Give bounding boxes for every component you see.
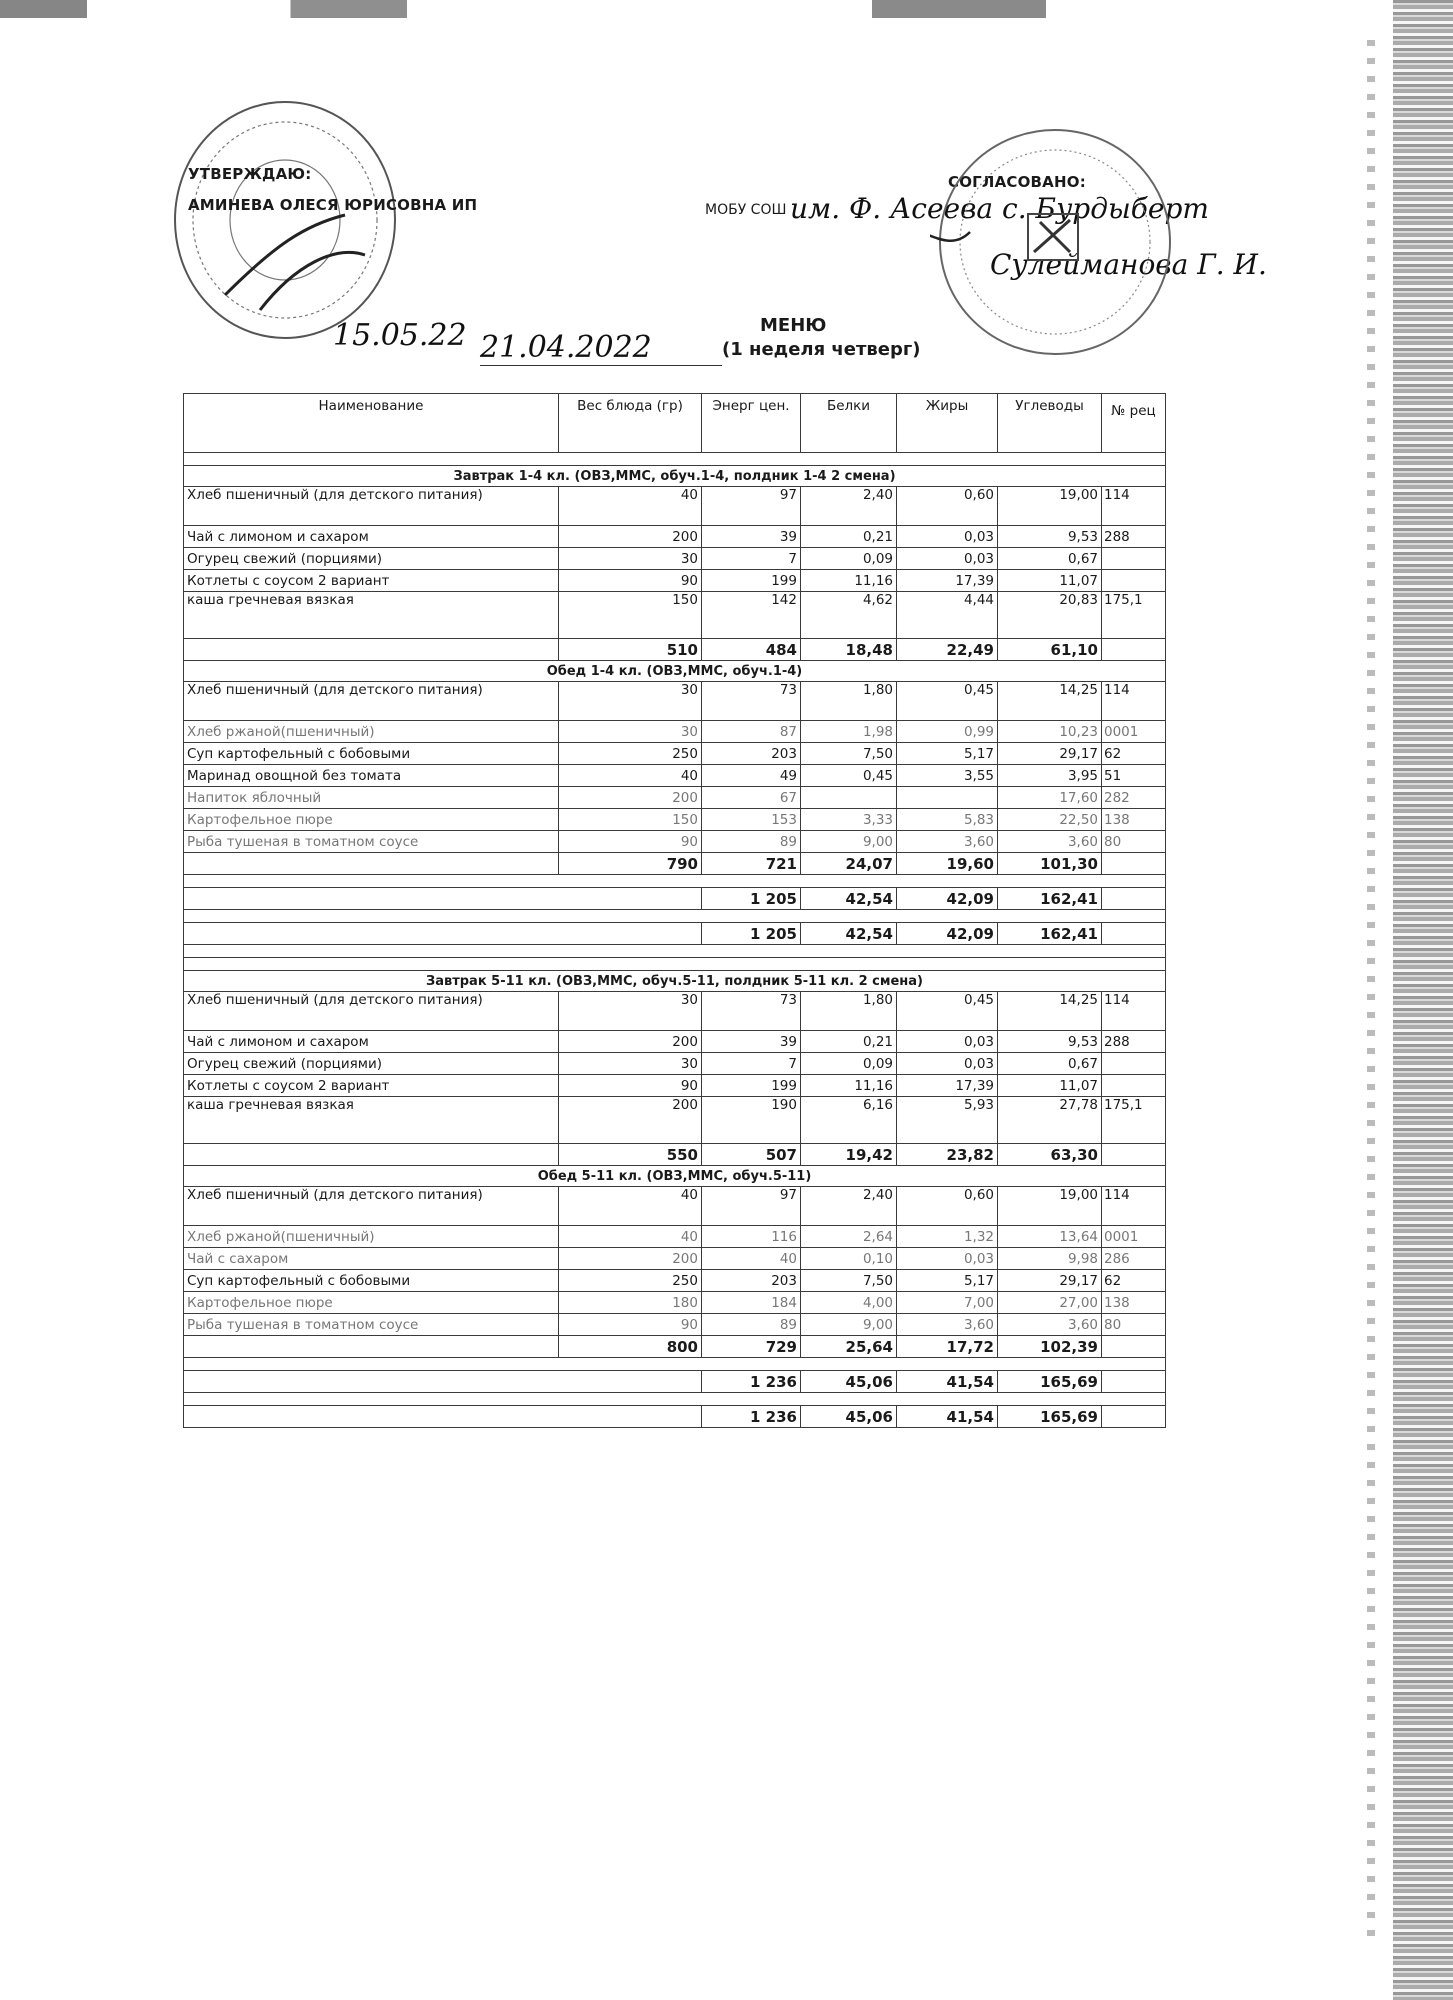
table-cell: Огурец свежий (порциями) <box>184 548 559 570</box>
table-cell: 138 <box>1102 809 1166 831</box>
table-cell: Маринад овощной без томата <box>184 765 559 787</box>
table-cell: 30 <box>559 548 702 570</box>
table-cell: 0,45 <box>801 765 897 787</box>
table-cell: 250 <box>559 743 702 765</box>
table-cell: 162,41 <box>998 923 1102 945</box>
table-cell: 0001 <box>1102 1226 1166 1248</box>
table-cell: 10,23 <box>998 721 1102 743</box>
table-cell <box>1102 639 1166 661</box>
table-row <box>184 1097 1166 1144</box>
scan-noise-right-edge <box>1393 0 1453 2000</box>
table-cell: 6,16 <box>801 1097 897 1144</box>
table-cell: 162,41 <box>998 888 1102 910</box>
header-protein: Белки <box>801 394 897 453</box>
table-cell: 4,44 <box>897 592 998 639</box>
table-cell: 27,00 <box>998 1292 1102 1314</box>
section-header <box>184 661 1166 682</box>
table-cell: 39 <box>702 1031 801 1053</box>
table-cell: 0,03 <box>897 1053 998 1075</box>
table-cell: 288 <box>1102 526 1166 548</box>
table-cell: 507 <box>702 1144 801 1166</box>
table-cell: 200 <box>559 787 702 809</box>
table-cell: 40 <box>559 487 702 526</box>
table-gap-row <box>184 1393 1166 1406</box>
table-cell: 30 <box>559 682 702 721</box>
table-row <box>184 831 1166 853</box>
table-cell: 51 <box>1102 765 1166 787</box>
table-cell: 62 <box>1102 1270 1166 1292</box>
table-row <box>184 487 1166 526</box>
table-cell: 199 <box>702 570 801 592</box>
table-cell: 114 <box>1102 487 1166 526</box>
table-cell: 11,07 <box>998 570 1102 592</box>
table-cell: 1,80 <box>801 682 897 721</box>
header-recipe-number: № рец <box>1102 394 1166 453</box>
table-cell: 114 <box>1102 1187 1166 1226</box>
table-cell: Картофельное пюре <box>184 1292 559 1314</box>
table-cell: Рыба тушеная в томатном соусе <box>184 831 559 853</box>
table-cell: 0,03 <box>897 1031 998 1053</box>
table-cell: 550 <box>559 1144 702 1166</box>
header-name: Наименование <box>184 394 559 453</box>
table-cell <box>184 1393 1166 1406</box>
table-cell <box>1102 1371 1166 1393</box>
table-cell: 3,55 <box>897 765 998 787</box>
table-cell: 0,45 <box>897 682 998 721</box>
table-cell: 11,16 <box>801 1075 897 1097</box>
table-cell: 1 236 <box>702 1406 801 1428</box>
table-cell: 101,30 <box>998 853 1102 875</box>
table-cell: 5,17 <box>897 1270 998 1292</box>
table-cell: 3,60 <box>897 1314 998 1336</box>
table-cell: 73 <box>702 992 801 1031</box>
table-cell: 63,30 <box>998 1144 1102 1166</box>
table-cell: 200 <box>559 1248 702 1270</box>
table-cell <box>184 958 1166 971</box>
table-cell <box>184 888 702 910</box>
table-cell: 11,16 <box>801 570 897 592</box>
table-cell: 30 <box>559 992 702 1031</box>
table-cell: 30 <box>559 721 702 743</box>
table-cell: 175,1 <box>1102 1097 1166 1144</box>
table-cell: каша гречневая вязкая <box>184 592 559 639</box>
table-cell: каша гречневая вязкая <box>184 1097 559 1144</box>
table-gap-row <box>184 1358 1166 1371</box>
table-cell: 200 <box>559 1031 702 1053</box>
school-stamp <box>930 122 1180 362</box>
table-cell: Котлеты с соусом 2 вариант <box>184 570 559 592</box>
table-cell: Хлеб пшеничный (для детского питания) <box>184 682 559 721</box>
table-header-row <box>184 394 1166 453</box>
approved-label: УТВЕРЖДАЮ: <box>188 165 312 183</box>
table-cell: 5,83 <box>897 809 998 831</box>
table-cell: 0,03 <box>897 548 998 570</box>
table-cell: 45,06 <box>801 1406 897 1428</box>
table-cell: 17,39 <box>897 570 998 592</box>
table-cell: 90 <box>559 1314 702 1336</box>
table-cell: 29,17 <box>998 1270 1102 1292</box>
table-cell: 203 <box>702 743 801 765</box>
table-cell <box>1102 570 1166 592</box>
table-cell: 5,93 <box>897 1097 998 1144</box>
table-row <box>184 992 1166 1031</box>
table-cell <box>1102 888 1166 910</box>
table-cell <box>184 1371 702 1393</box>
table-cell: 175,1 <box>1102 592 1166 639</box>
table-row <box>184 1248 1166 1270</box>
table-cell <box>184 945 1166 958</box>
table-cell <box>1102 1336 1166 1358</box>
table-cell: 729 <box>702 1336 801 1358</box>
table-cell: 9,98 <box>998 1248 1102 1270</box>
approved-name: АМИНЕВА ОЛЕСЯ ЮРИСОВНА ИП <box>188 196 478 214</box>
table-gap-row <box>184 910 1166 923</box>
scan-noise-fold-line <box>1367 40 1375 1940</box>
table-cell: 20,83 <box>998 592 1102 639</box>
table-row <box>184 1226 1166 1248</box>
grand-total-row <box>184 1406 1166 1428</box>
table-cell: 7,00 <box>897 1292 998 1314</box>
table-gap-row <box>184 945 1166 958</box>
table-row <box>184 548 1166 570</box>
header-fat: Жиры <box>897 394 998 453</box>
grand-total-row <box>184 1371 1166 1393</box>
table-row <box>184 809 1166 831</box>
table-cell: Обед 5-11 кл. (ОВЗ,ММС, обуч.5-11) <box>184 1166 1166 1187</box>
table-cell: 180 <box>559 1292 702 1314</box>
table-cell: 5,17 <box>897 743 998 765</box>
table-cell: 790 <box>559 853 702 875</box>
table-cell: 11,07 <box>998 1075 1102 1097</box>
table-cell: 721 <box>702 853 801 875</box>
table-cell: 282 <box>1102 787 1166 809</box>
table-cell: 61,10 <box>998 639 1102 661</box>
table-cell <box>801 787 897 809</box>
section-total-row <box>184 1144 1166 1166</box>
table-cell: Хлеб пшеничный (для детского питания) <box>184 992 559 1031</box>
table-cell: 18,48 <box>801 639 897 661</box>
approval-stamp <box>165 95 405 345</box>
table-cell: 67 <box>702 787 801 809</box>
handwritten-date-2: 21.04.2022 <box>480 330 722 366</box>
table-cell: 4,62 <box>801 592 897 639</box>
table-cell: 25,64 <box>801 1336 897 1358</box>
table-cell: 0,99 <box>897 721 998 743</box>
table-cell: 800 <box>559 1336 702 1358</box>
table-cell: 510 <box>559 639 702 661</box>
table-cell: Котлеты с соусом 2 вариант <box>184 1075 559 1097</box>
table-cell: 9,00 <box>801 831 897 853</box>
table-cell: 17,39 <box>897 1075 998 1097</box>
table-cell <box>184 1358 1166 1371</box>
table-cell: Суп картофельный с бобовыми <box>184 743 559 765</box>
section-total-row <box>184 639 1166 661</box>
table-cell: Хлеб ржаной(пшеничный) <box>184 721 559 743</box>
table-cell: Чай с сахаром <box>184 1248 559 1270</box>
table-cell <box>184 923 702 945</box>
section-total-row <box>184 1336 1166 1358</box>
table-cell: Хлеб пшеничный (для детского питания) <box>184 487 559 526</box>
table-cell: 24,07 <box>801 853 897 875</box>
scan-noise-top <box>0 0 1453 18</box>
table-cell: 200 <box>559 526 702 548</box>
menu-table <box>183 393 1166 1428</box>
table-cell: Хлеб пшеничный (для детского питания) <box>184 1187 559 1226</box>
agreed-org-prefix: МОБУ СОШ <box>705 202 787 218</box>
table-cell: 0,60 <box>897 1187 998 1226</box>
section-header <box>184 1166 1166 1187</box>
table-cell: 1,98 <box>801 721 897 743</box>
table-cell: Напиток яблочный <box>184 787 559 809</box>
table-row <box>184 682 1166 721</box>
table-cell <box>184 453 1166 466</box>
table-cell: Чай с лимоном и сахаром <box>184 526 559 548</box>
table-row <box>184 787 1166 809</box>
table-cell: 184 <box>702 1292 801 1314</box>
table-cell: 0,21 <box>801 526 897 548</box>
table-cell: 3,60 <box>998 831 1102 853</box>
table-cell: 23,82 <box>897 1144 998 1166</box>
table-cell: 97 <box>702 1187 801 1226</box>
table-cell: 42,09 <box>897 888 998 910</box>
menu-title: МЕНЮ <box>760 315 827 336</box>
table-cell: 97 <box>702 487 801 526</box>
table-cell: 288 <box>1102 1031 1166 1053</box>
table-gap-row <box>184 453 1166 466</box>
table-cell <box>1102 548 1166 570</box>
table-cell: 3,33 <box>801 809 897 831</box>
table-cell: 2,40 <box>801 1187 897 1226</box>
table-cell: 9,53 <box>998 526 1102 548</box>
table-cell: 40 <box>702 1248 801 1270</box>
table-cell: 203 <box>702 1270 801 1292</box>
table-gap-row <box>184 875 1166 888</box>
table-cell: 90 <box>559 831 702 853</box>
table-cell: 89 <box>702 831 801 853</box>
table-cell: 0,09 <box>801 548 897 570</box>
table-cell: 0,03 <box>897 526 998 548</box>
table-cell: 22,49 <box>897 639 998 661</box>
table-cell: Обед 1-4 кл. (ОВЗ,ММС, обуч.1-4) <box>184 661 1166 682</box>
table-cell: 29,17 <box>998 743 1102 765</box>
table-row <box>184 592 1166 639</box>
table-cell: 49 <box>702 765 801 787</box>
header-carbs: Углеводы <box>998 394 1102 453</box>
table-cell: 0,21 <box>801 1031 897 1053</box>
table-cell: 484 <box>702 639 801 661</box>
agreed-handwritten-person: Сулейманова Г. И. <box>990 248 1267 281</box>
table-cell: 116 <box>702 1226 801 1248</box>
table-cell: 0,67 <box>998 548 1102 570</box>
table-cell <box>897 787 998 809</box>
section-total-row <box>184 853 1166 875</box>
table-cell: 17,60 <box>998 787 1102 809</box>
menu-table-wrap <box>183 393 1165 1428</box>
table-cell: 40 <box>559 765 702 787</box>
table-cell: 62 <box>1102 743 1166 765</box>
table-cell: 1,32 <box>897 1226 998 1248</box>
table-cell: 0,10 <box>801 1248 897 1270</box>
table-cell: 0,45 <box>897 992 998 1031</box>
table-row <box>184 1314 1166 1336</box>
table-cell: 13,64 <box>998 1226 1102 1248</box>
table-cell: Суп картофельный с бобовыми <box>184 1270 559 1292</box>
table-cell: 80 <box>1102 831 1166 853</box>
table-cell: Рыба тушеная в томатном соусе <box>184 1314 559 1336</box>
table-cell: Чай с лимоном и сахаром <box>184 1031 559 1053</box>
table-cell: 4,00 <box>801 1292 897 1314</box>
table-cell: 87 <box>702 721 801 743</box>
table-cell: 1 205 <box>702 923 801 945</box>
table-cell: 0,60 <box>897 487 998 526</box>
table-cell <box>1102 923 1166 945</box>
table-cell: 42,54 <box>801 923 897 945</box>
grand-total-row <box>184 888 1166 910</box>
table-cell: 7 <box>702 548 801 570</box>
table-cell: Огурец свежий (порциями) <box>184 1053 559 1075</box>
section-header <box>184 971 1166 992</box>
table-cell: 14,25 <box>998 992 1102 1031</box>
table-cell <box>1102 853 1166 875</box>
table-row <box>184 1292 1166 1314</box>
table-cell: 165,69 <box>998 1406 1102 1428</box>
table-cell: 19,60 <box>897 853 998 875</box>
table-cell: 30 <box>559 1053 702 1075</box>
table-cell: 42,54 <box>801 888 897 910</box>
table-cell <box>1102 1075 1166 1097</box>
table-cell: 7,50 <box>801 743 897 765</box>
grand-total-row <box>184 923 1166 945</box>
table-row <box>184 765 1166 787</box>
header-weight: Вес блюда (гр) <box>559 394 702 453</box>
table-cell: 0,67 <box>998 1053 1102 1075</box>
table-cell: Завтрак 1-4 кл. (ОВЗ,ММС, обуч.1-4, полдник 1-4 2 смена) <box>184 466 1166 487</box>
handwritten-date-1: 15.05.22 <box>333 318 467 353</box>
table-row <box>184 743 1166 765</box>
table-cell: 9,53 <box>998 1031 1102 1053</box>
table-cell: 14,25 <box>998 682 1102 721</box>
table-cell: 142 <box>702 592 801 639</box>
table-cell: 0,03 <box>897 1248 998 1270</box>
table-row <box>184 1075 1166 1097</box>
table-cell: 199 <box>702 1075 801 1097</box>
table-cell: 7 <box>702 1053 801 1075</box>
table-cell: 150 <box>559 809 702 831</box>
table-cell: 39 <box>702 526 801 548</box>
table-cell: 3,60 <box>897 831 998 853</box>
table-cell <box>184 1144 559 1166</box>
table-cell: 250 <box>559 1270 702 1292</box>
table-cell: 1 205 <box>702 888 801 910</box>
table-cell: 40 <box>559 1226 702 1248</box>
table-cell: 153 <box>702 809 801 831</box>
table-cell: Хлеб ржаной(пшеничный) <box>184 1226 559 1248</box>
table-cell <box>184 853 559 875</box>
table-cell: 90 <box>559 1075 702 1097</box>
table-cell: 3,60 <box>998 1314 1102 1336</box>
table-cell: Картофельное пюре <box>184 809 559 831</box>
table-cell: Завтрак 5-11 кл. (ОВЗ,ММС, обуч.5-11, полдник 5-11 кл. 2 смена) <box>184 971 1166 992</box>
table-cell: 7,50 <box>801 1270 897 1292</box>
table-cell: 286 <box>1102 1248 1166 1270</box>
table-cell: 19,00 <box>998 487 1102 526</box>
table-cell: 102,39 <box>998 1336 1102 1358</box>
table-cell <box>184 1406 702 1428</box>
table-row <box>184 1187 1166 1226</box>
table-cell: 114 <box>1102 992 1166 1031</box>
table-gap-row <box>184 958 1166 971</box>
menu-subtitle: (1 неделя четверг) <box>722 339 921 360</box>
table-cell: 165,69 <box>998 1371 1102 1393</box>
table-cell: 2,40 <box>801 487 897 526</box>
table-cell: 89 <box>702 1314 801 1336</box>
table-row <box>184 721 1166 743</box>
table-cell: 73 <box>702 682 801 721</box>
table-row <box>184 1053 1166 1075</box>
table-cell: 2,64 <box>801 1226 897 1248</box>
table-cell: 1 236 <box>702 1371 801 1393</box>
agreed-handwritten-org: им. Ф. Асеева с. Бурдыберт <box>790 192 1209 225</box>
table-row <box>184 526 1166 548</box>
table-cell: 17,72 <box>897 1336 998 1358</box>
table-cell <box>1102 1144 1166 1166</box>
table-cell: 190 <box>702 1097 801 1144</box>
table-cell: 114 <box>1102 682 1166 721</box>
header-energy: Энерг цен. <box>702 394 801 453</box>
table-cell: 0,09 <box>801 1053 897 1075</box>
table-cell: 1,80 <box>801 992 897 1031</box>
table-cell: 41,54 <box>897 1406 998 1428</box>
table-cell: 138 <box>1102 1292 1166 1314</box>
table-cell <box>184 875 1166 888</box>
table-cell: 19,00 <box>998 1187 1102 1226</box>
table-cell <box>184 1336 559 1358</box>
table-row <box>184 570 1166 592</box>
table-cell: 19,42 <box>801 1144 897 1166</box>
table-cell: 27,78 <box>998 1097 1102 1144</box>
table-cell <box>1102 1053 1166 1075</box>
section-header <box>184 466 1166 487</box>
table-cell: 200 <box>559 1097 702 1144</box>
table-cell: 80 <box>1102 1314 1166 1336</box>
table-cell: 40 <box>559 1187 702 1226</box>
table-cell <box>184 910 1166 923</box>
table-cell: 45,06 <box>801 1371 897 1393</box>
table-cell: 150 <box>559 592 702 639</box>
table-cell: 3,95 <box>998 765 1102 787</box>
table-cell: 9,00 <box>801 1314 897 1336</box>
table-cell <box>184 639 559 661</box>
table-cell: 42,09 <box>897 923 998 945</box>
table-cell: 41,54 <box>897 1371 998 1393</box>
table-cell: 0001 <box>1102 721 1166 743</box>
table-row <box>184 1031 1166 1053</box>
table-cell: 22,50 <box>998 809 1102 831</box>
table-cell <box>1102 1406 1166 1428</box>
table-cell: 90 <box>559 570 702 592</box>
table-row <box>184 1270 1166 1292</box>
agreed-label: СОГЛАСОВАНО: <box>948 173 1086 191</box>
